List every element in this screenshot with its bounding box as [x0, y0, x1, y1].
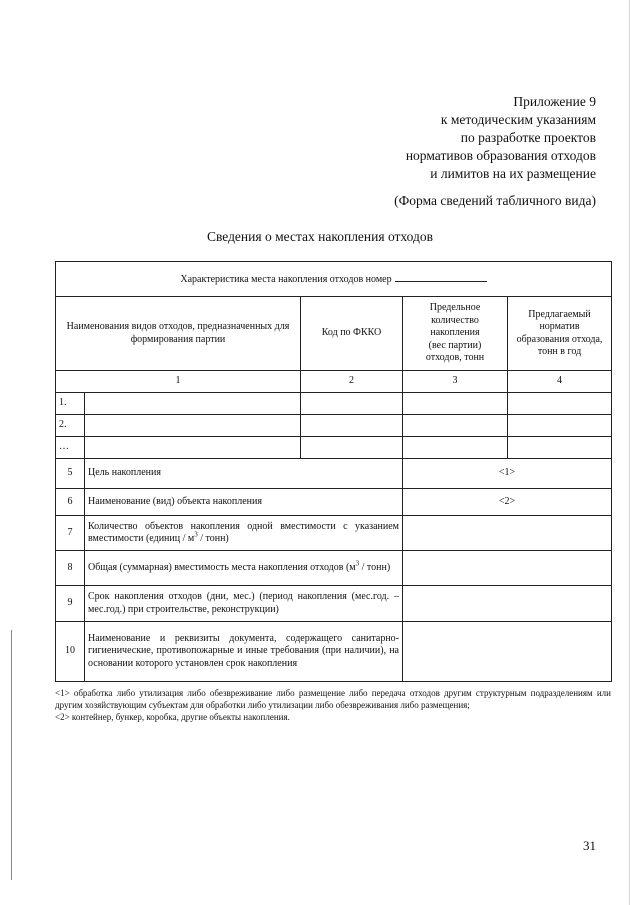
waste-row-number: … — [56, 437, 85, 459]
column-header-max-quantity-line: количество — [431, 314, 479, 326]
table-header-cell — [56, 262, 612, 297]
row-value[interactable] — [403, 516, 612, 551]
waste-name-cell[interactable] — [85, 415, 301, 437]
row-number: 9 — [56, 586, 85, 622]
row-label — [85, 516, 403, 551]
row-value[interactable] — [403, 622, 612, 682]
column-number-4: 4 — [508, 371, 612, 393]
row-label-text: / тонн) — [359, 561, 391, 573]
column-header-proposed-norm-line: образования отхода, — [516, 333, 603, 345]
row-label-superscript: 3 — [355, 559, 360, 568]
info-row-requirements-document — [56, 622, 612, 682]
proposed-norm-cell[interactable] — [508, 393, 612, 415]
column-header-max-quantity — [403, 297, 508, 371]
row-label-text: Количество объектов накопления одной вместимости с указанием вместимости (единиц / м — [88, 520, 399, 544]
max-quantity-cell[interactable] — [403, 393, 508, 415]
column-header-row — [56, 297, 612, 371]
column-header-proposed-norm-line: Предлагаемый — [528, 308, 591, 320]
waste-row — [56, 437, 612, 459]
footnote-2: <2> контейнер, бункер, коробка, другие объекты накопления. — [55, 712, 290, 722]
info-row-storage-period — [56, 586, 612, 622]
info-row-object-type — [56, 489, 612, 516]
row-number: 6 — [56, 489, 85, 516]
waste-accumulation-table — [55, 261, 612, 682]
column-header-proposed-norm — [508, 297, 612, 371]
footnotes — [55, 687, 611, 723]
table-header-text: Характеристика места накопления отходов номер — [180, 273, 392, 285]
table-header-row — [56, 262, 612, 297]
row-value[interactable] — [403, 586, 612, 622]
column-header-max-quantity-line: отходов, тонн — [425, 352, 485, 364]
page-edge-right — [629, 0, 630, 905]
row-label: Срок накопления отходов (дни, мес.) (период накопления (мес.год. – мес.год.) при строительстве, реконструкции) — [85, 586, 403, 622]
info-row-object-count — [56, 516, 612, 551]
column-header-proposed-norm-line: норматив — [539, 321, 580, 332]
info-row-total-capacity — [56, 551, 612, 586]
appendix-line-4: нормативов образования отходов — [405, 148, 596, 163]
page-number: 31 — [583, 838, 596, 853]
row-value[interactable] — [403, 551, 612, 586]
waste-row-number: 2. — [56, 415, 85, 437]
document-title: Сведения о местах накопления отходов — [206, 229, 434, 244]
page-edge-left — [11, 630, 12, 880]
max-quantity-cell[interactable] — [403, 437, 508, 459]
column-header-max-quantity-line: (вес партии) — [428, 339, 482, 351]
max-quantity-cell[interactable] — [403, 415, 508, 437]
column-header-max-quantity-line: накопления — [430, 327, 480, 339]
waste-row — [56, 393, 612, 415]
row-label-text: Общая (суммарная) вместимость места накопления отходов (м — [88, 561, 356, 573]
row-label: Наименование (вид) объекта накопления — [85, 489, 403, 516]
waste-row — [56, 415, 612, 437]
row-number: 8 — [56, 551, 85, 586]
row-number: 5 — [56, 459, 85, 489]
column-number-row — [56, 371, 612, 393]
form-type-caption: (Форма сведений табличного вида) — [394, 193, 596, 208]
row-label-text: / тонн) — [197, 533, 229, 544]
row-label: Цель накопления — [85, 459, 403, 489]
row-value[interactable]: <2> — [403, 489, 612, 516]
footnote-1: <1> обработка либо утилизация либо обезвреживание либо размещение либо передача отходов другим структурным подразделениям или другим хозяйствующим субъектам для обработки либо утилизации либо обезвреживания либо размещения; — [55, 688, 611, 710]
column-number-3: 3 — [403, 371, 508, 393]
column-number-2: 2 — [301, 371, 403, 393]
appendix-block — [406, 93, 596, 183]
waste-name-cell[interactable] — [85, 437, 301, 459]
appendix-line-2: к методическим указаниям — [440, 112, 596, 127]
column-header-waste-names: Наименования видов отходов, предназначенных для формирования партии — [56, 297, 301, 371]
appendix-line-1: Приложение 9 — [513, 94, 596, 109]
fkko-code-cell[interactable] — [301, 415, 403, 437]
row-label: Наименование и реквизиты документа, содержащего санитарно-гигиенические, противопожарные и иные требования (при наличии), на основании которого установлен срок накопления — [85, 622, 403, 682]
row-label — [85, 551, 403, 586]
appendix-line-3: по разработке проектов — [460, 130, 596, 145]
row-label-superscript: 3 — [194, 530, 198, 539]
fkko-code-cell[interactable] — [301, 437, 403, 459]
column-header-max-quantity-line: Предельное — [429, 302, 481, 314]
waste-name-cell[interactable] — [85, 393, 301, 415]
proposed-norm-cell[interactable] — [508, 437, 612, 459]
column-number-1: 1 — [56, 371, 301, 393]
fkko-code-cell[interactable] — [301, 393, 403, 415]
row-value[interactable]: <1> — [403, 459, 612, 489]
info-row-purpose — [56, 459, 612, 489]
appendix-line-5: и лимитов на их размещение — [430, 166, 596, 181]
waste-row-number: 1. — [56, 393, 85, 415]
column-header-proposed-norm-line: тонн в год — [537, 346, 582, 357]
column-header-fkko-code: Код по ФККО — [301, 297, 403, 371]
place-number-blank — [395, 272, 487, 282]
proposed-norm-cell[interactable] — [508, 415, 612, 437]
row-number: 7 — [56, 516, 85, 551]
row-number: 10 — [56, 622, 85, 682]
